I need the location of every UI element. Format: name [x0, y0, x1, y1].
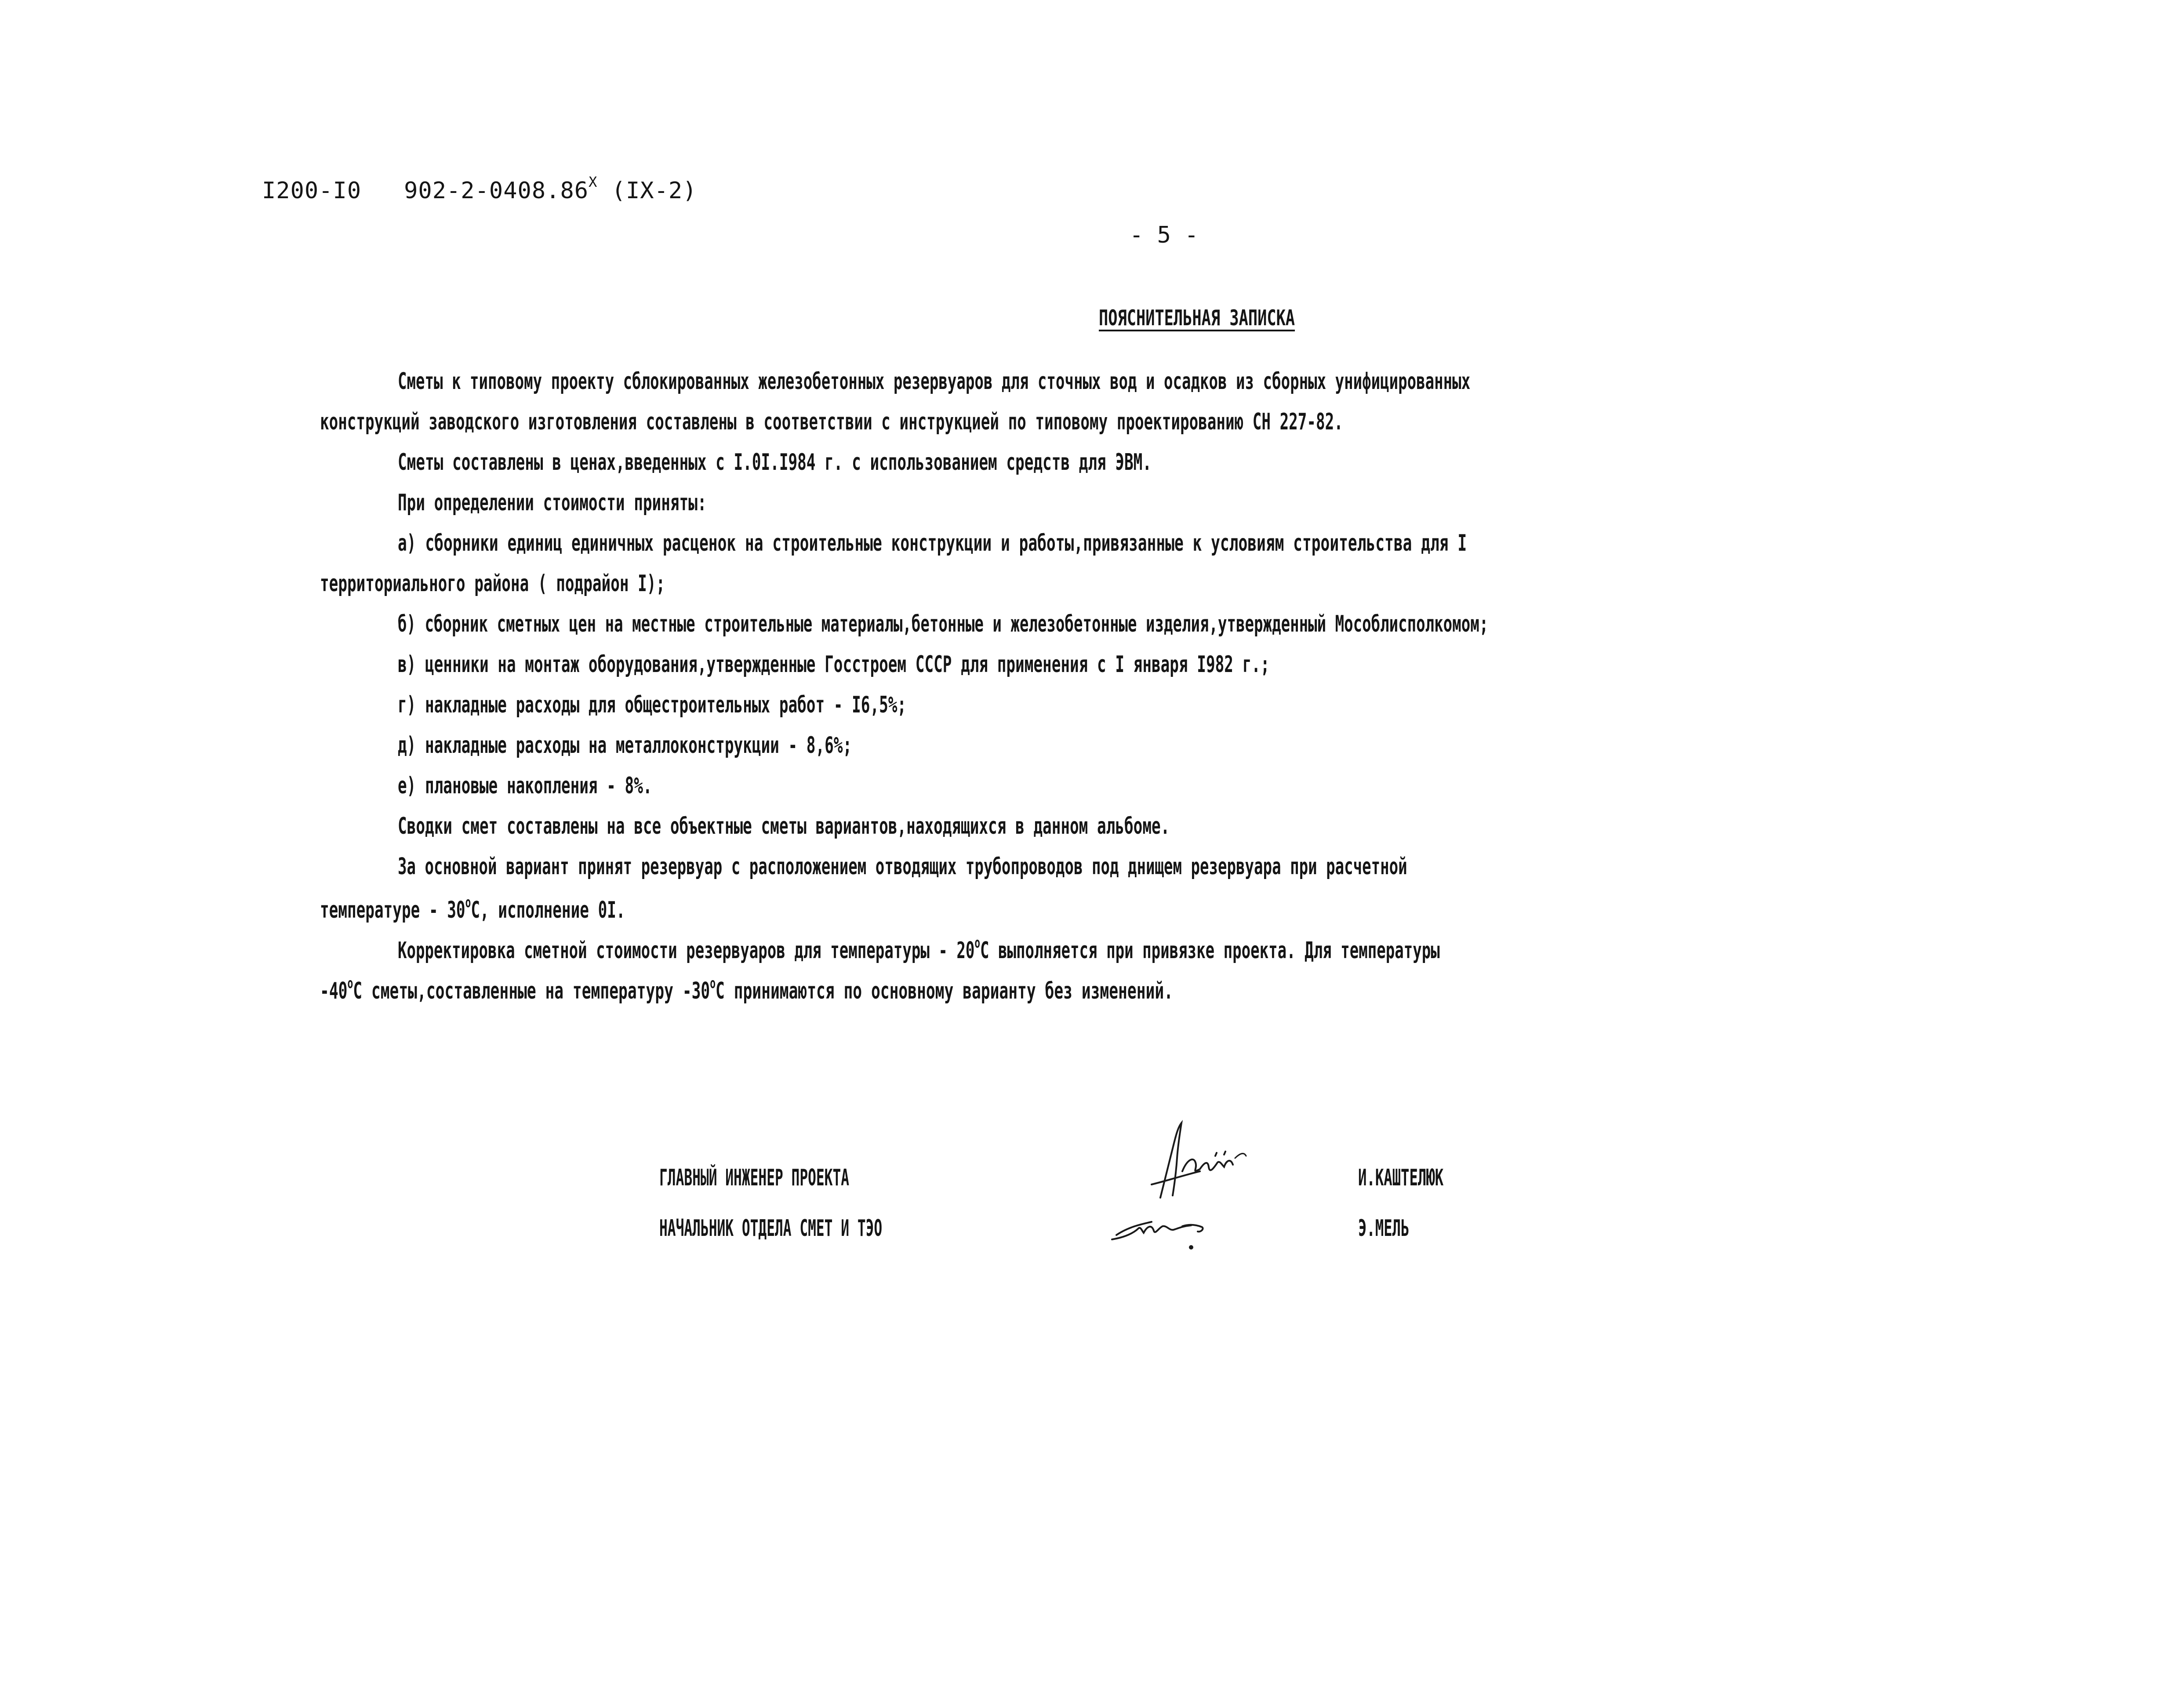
body-line-14-part-1: температуре - 30: [320, 897, 465, 923]
body-line-3: Сметы составлены в ценах,введенных с I.0I.I984 г. с использованием средств для ЭВМ.: [398, 449, 1152, 476]
signature-name-head-of-department: Э.МЕЛЬ: [1358, 1215, 1410, 1242]
body-line-15-part-2: С выполняется при привязке проекта. Для температуры: [980, 937, 1440, 964]
body-line-16-part-1: -40: [320, 978, 348, 1004]
signature-role-head-of-department: НАЧАЛЬНИК ОТДЕЛА СМЕТ И ТЭО: [659, 1215, 883, 1242]
body-line-2: конструкций заводского изготовления составлены в соответствии с инструкцией по типовому проектированию СН 227-82.: [320, 409, 1343, 435]
document-code-suffix: (IX-2): [611, 178, 697, 204]
signature-role-chief-engineer: ГЛАВНЫЙ ИНЖЕНЕР ПРОЕКТА: [659, 1165, 850, 1191]
document-code: [262, 174, 697, 204]
document-code-left: I200-I0: [262, 178, 362, 204]
body-line-15: [398, 934, 1440, 964]
body-line-9: г) накладные расходы для общестроительных работ - I6,5%;: [398, 692, 907, 718]
body-line-6: территориального района ( подрайон I);: [320, 570, 665, 597]
body-line-8: в) ценники на монтаж оборудования,утвержденные Госстроем СССР для применения с I января I982 г.;: [398, 651, 1270, 678]
document-code-superscript: X: [589, 174, 598, 190]
body-line-14-part-2: С, исполнение 0I.: [471, 897, 625, 923]
page-title: ПОЯСНИТЕЛЬНАЯ ЗАПИСКА: [1099, 305, 1295, 331]
degree-symbol: o: [710, 975, 716, 992]
page-number: - 5 -: [1130, 222, 1199, 248]
body-line-11: е) плановые накопления - 8%.: [398, 773, 652, 799]
document-code-main: 902-2-0408.86: [404, 178, 589, 204]
signature-name-chief-engineer: И.КАШТЕЛЮК: [1358, 1165, 1444, 1191]
body-line-16-part-2: С сметы,составленные на температуру -30: [353, 978, 710, 1004]
body-line-4: При определении стоимости приняты:: [398, 490, 707, 516]
degree-symbol: o: [347, 975, 353, 992]
handwritten-signature-1: [1134, 1119, 1266, 1206]
body-line-15-part-1: Корректировка сметной стоимости резервуаров для температуры - 20: [398, 937, 975, 964]
body-line-12: Сводки смет составлены на все объектные сметы вариантов,находящихся в данном альбоме.: [398, 813, 1170, 839]
degree-symbol: o: [974, 934, 980, 951]
degree-symbol: o: [465, 894, 471, 911]
handwritten-signature-2: [1103, 1195, 1235, 1257]
body-line-10: д) накладные расходы на металлоконструкции - 8,6%;: [398, 732, 852, 759]
body-line-16: [320, 975, 1173, 1004]
body-line-14: [320, 894, 625, 923]
body-line-1: Сметы к типовому проекту сблокированных железобетонных резервуаров для сточных вод и осадков из сборных унифицированных: [398, 368, 1471, 395]
body-line-13: За основной вариант принят резервуар с расположением отводящих трубопроводов под днищем резервуара при расчетной: [398, 854, 1407, 880]
body-line-5: а) сборники единиц единичных расценок на строительные конструкции и работы,привязанные к условиям строительства для I: [398, 530, 1467, 556]
body-line-7: б) сборник сметных цен на местные строительные материалы,бетонные и железобетонные изделия,утвержденный Мособлисполкомом;: [398, 611, 1489, 637]
body-line-16-part-3: С принимаются по основному варианту без изменений.: [716, 978, 1173, 1004]
